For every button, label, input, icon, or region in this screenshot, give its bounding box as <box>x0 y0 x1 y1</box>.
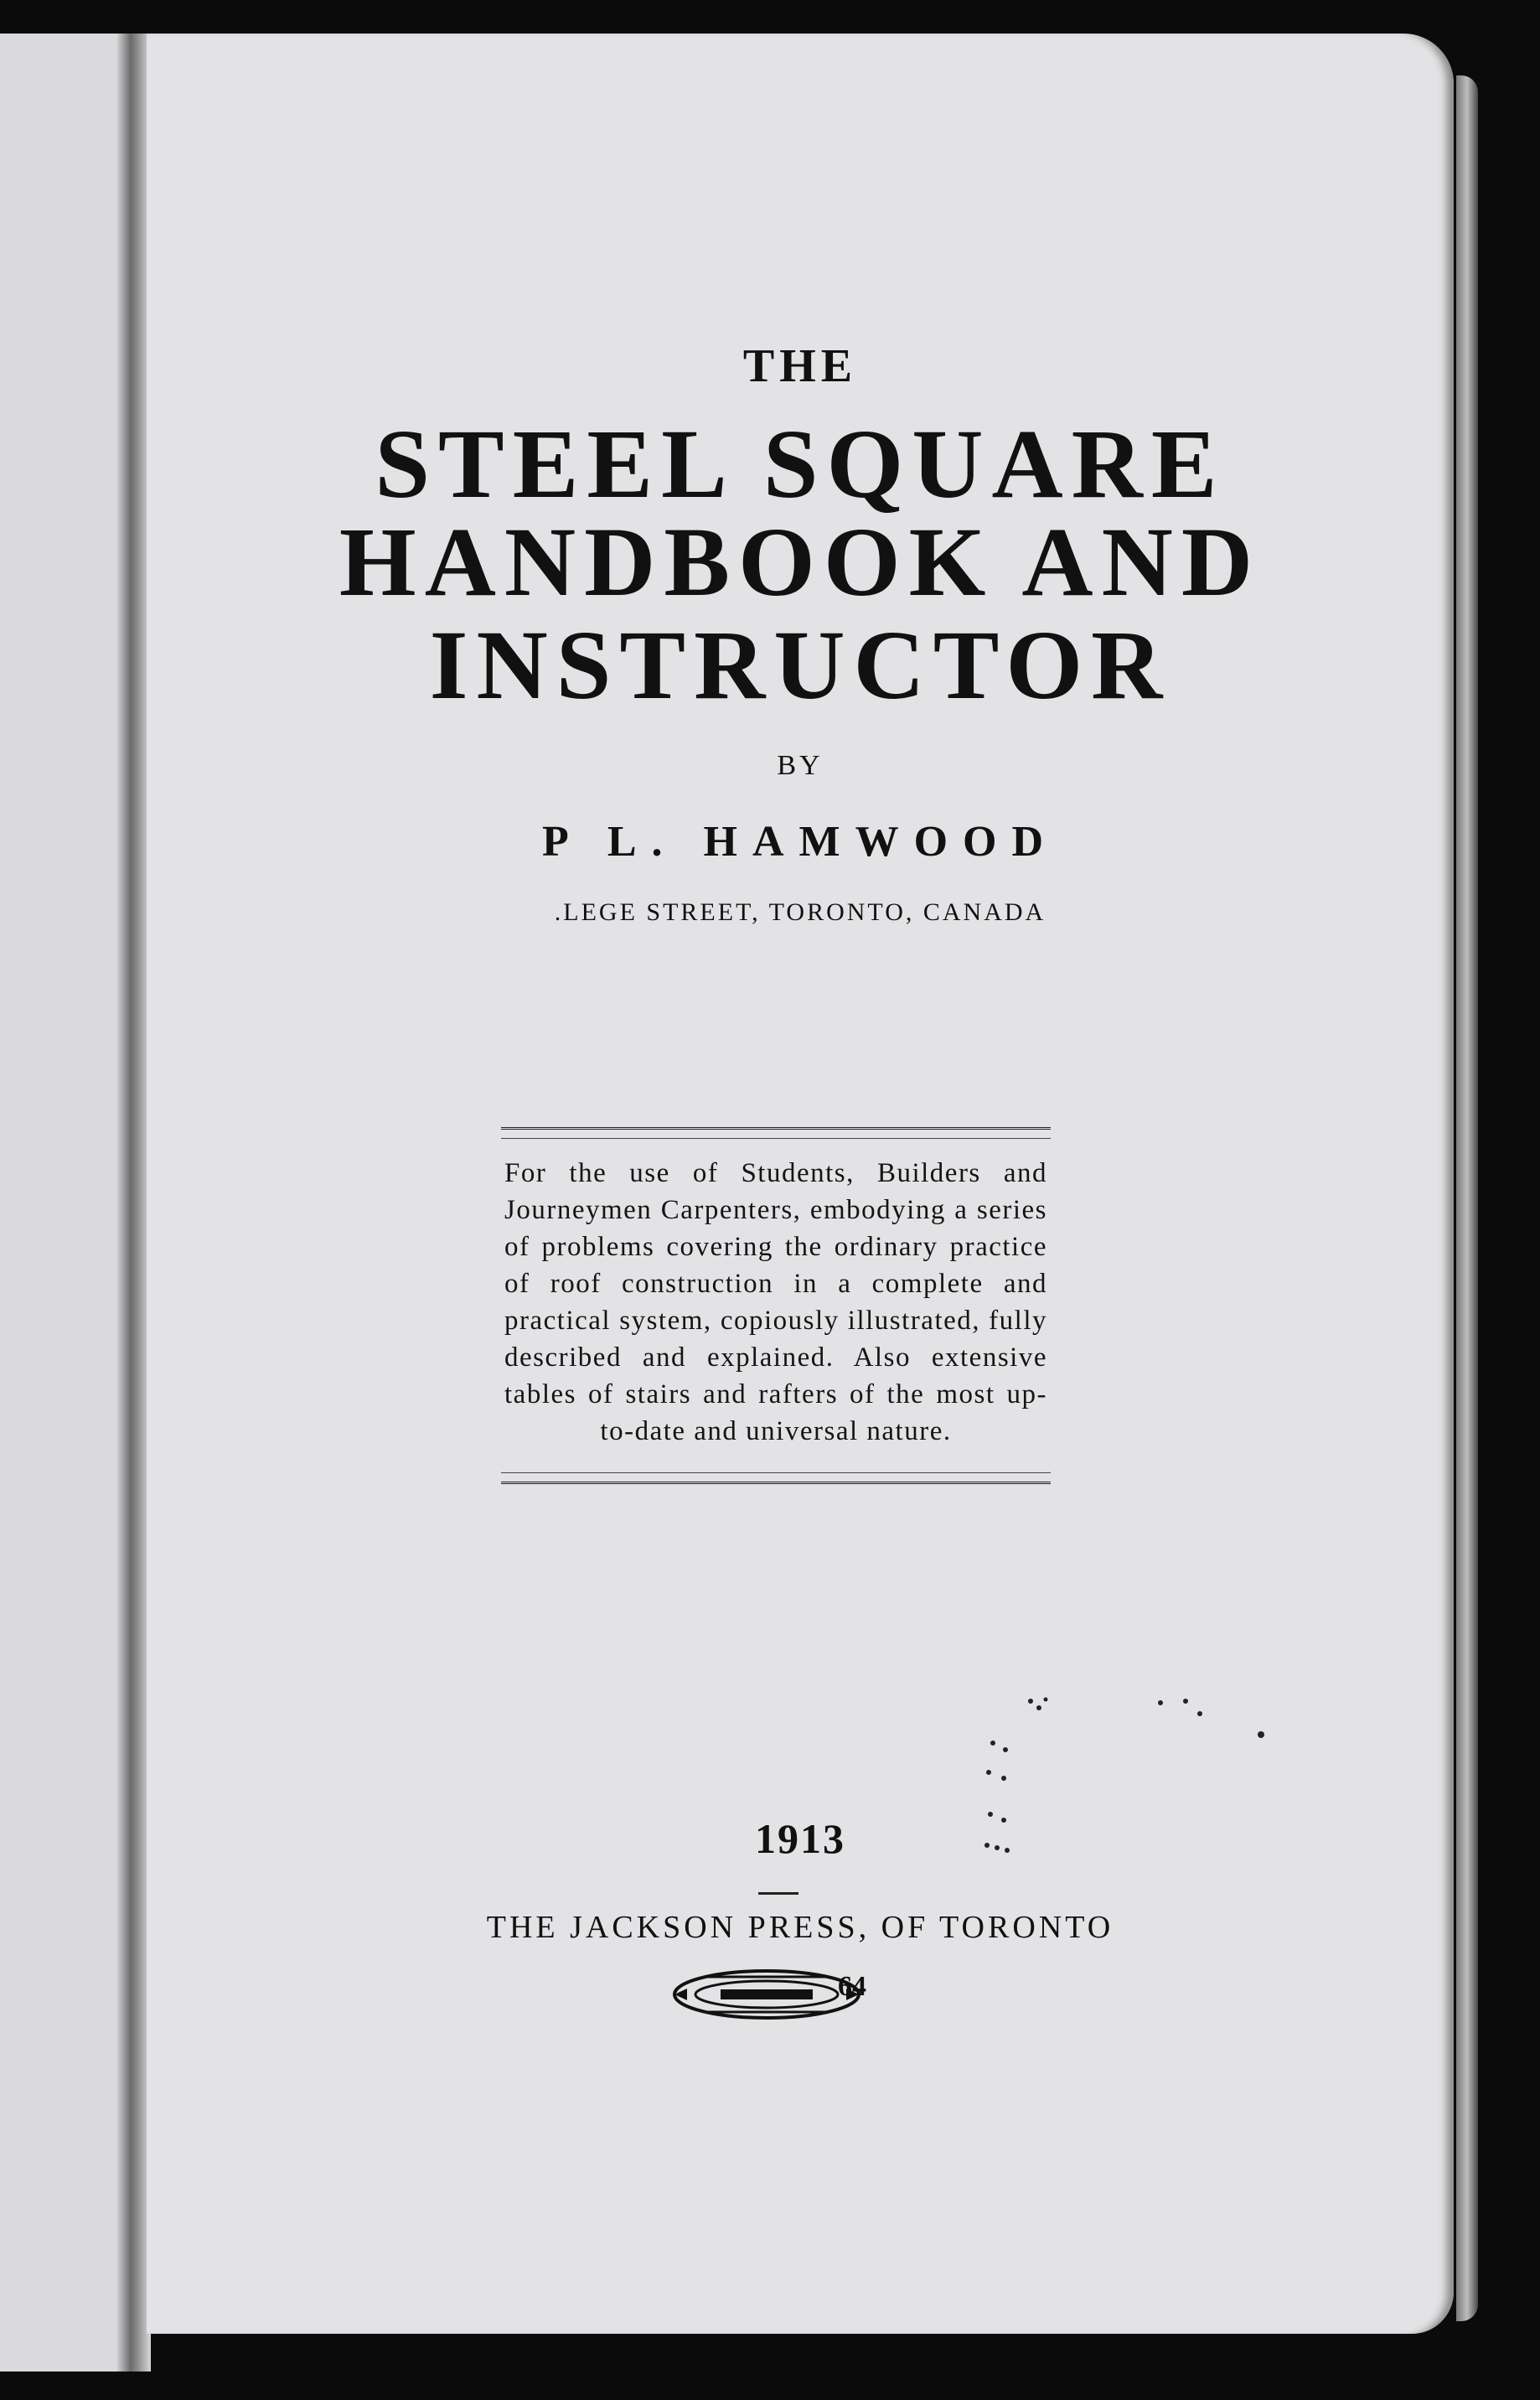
author-address: .LEGE STREET, TORONTO, CANADA <box>554 898 1046 926</box>
title-article: THE <box>742 340 858 392</box>
page-edge <box>1456 75 1478 2321</box>
author-name: P L. HAMWOOD <box>541 818 1059 866</box>
description-box <box>501 1127 1051 1484</box>
byline: BY <box>777 750 824 781</box>
title-line-3: INSTRUCTOR <box>429 610 1171 720</box>
title-line-2: HANDBOOK AND <box>338 507 1262 617</box>
publication-year: 1913 <box>755 1815 845 1862</box>
union-label-number: 64 <box>838 1971 866 2002</box>
year-rule <box>758 1892 798 1895</box>
description-text: For the use of Students, Builders and Journeymen Carpenters, embodying a series of problems covering the ordinary practice of roof construction in a complete and practical system, copiously illustrated, fully described and explained. Also extensive tables of stairs and rafters of the most up-to-date and universal nature. <box>504 1158 1047 1446</box>
publisher: THE JACKSON PRESS, OF TORONTO <box>486 1910 1114 1945</box>
title-line-1: STEEL SQUARE <box>375 409 1226 519</box>
book-gutter <box>117 34 151 2372</box>
